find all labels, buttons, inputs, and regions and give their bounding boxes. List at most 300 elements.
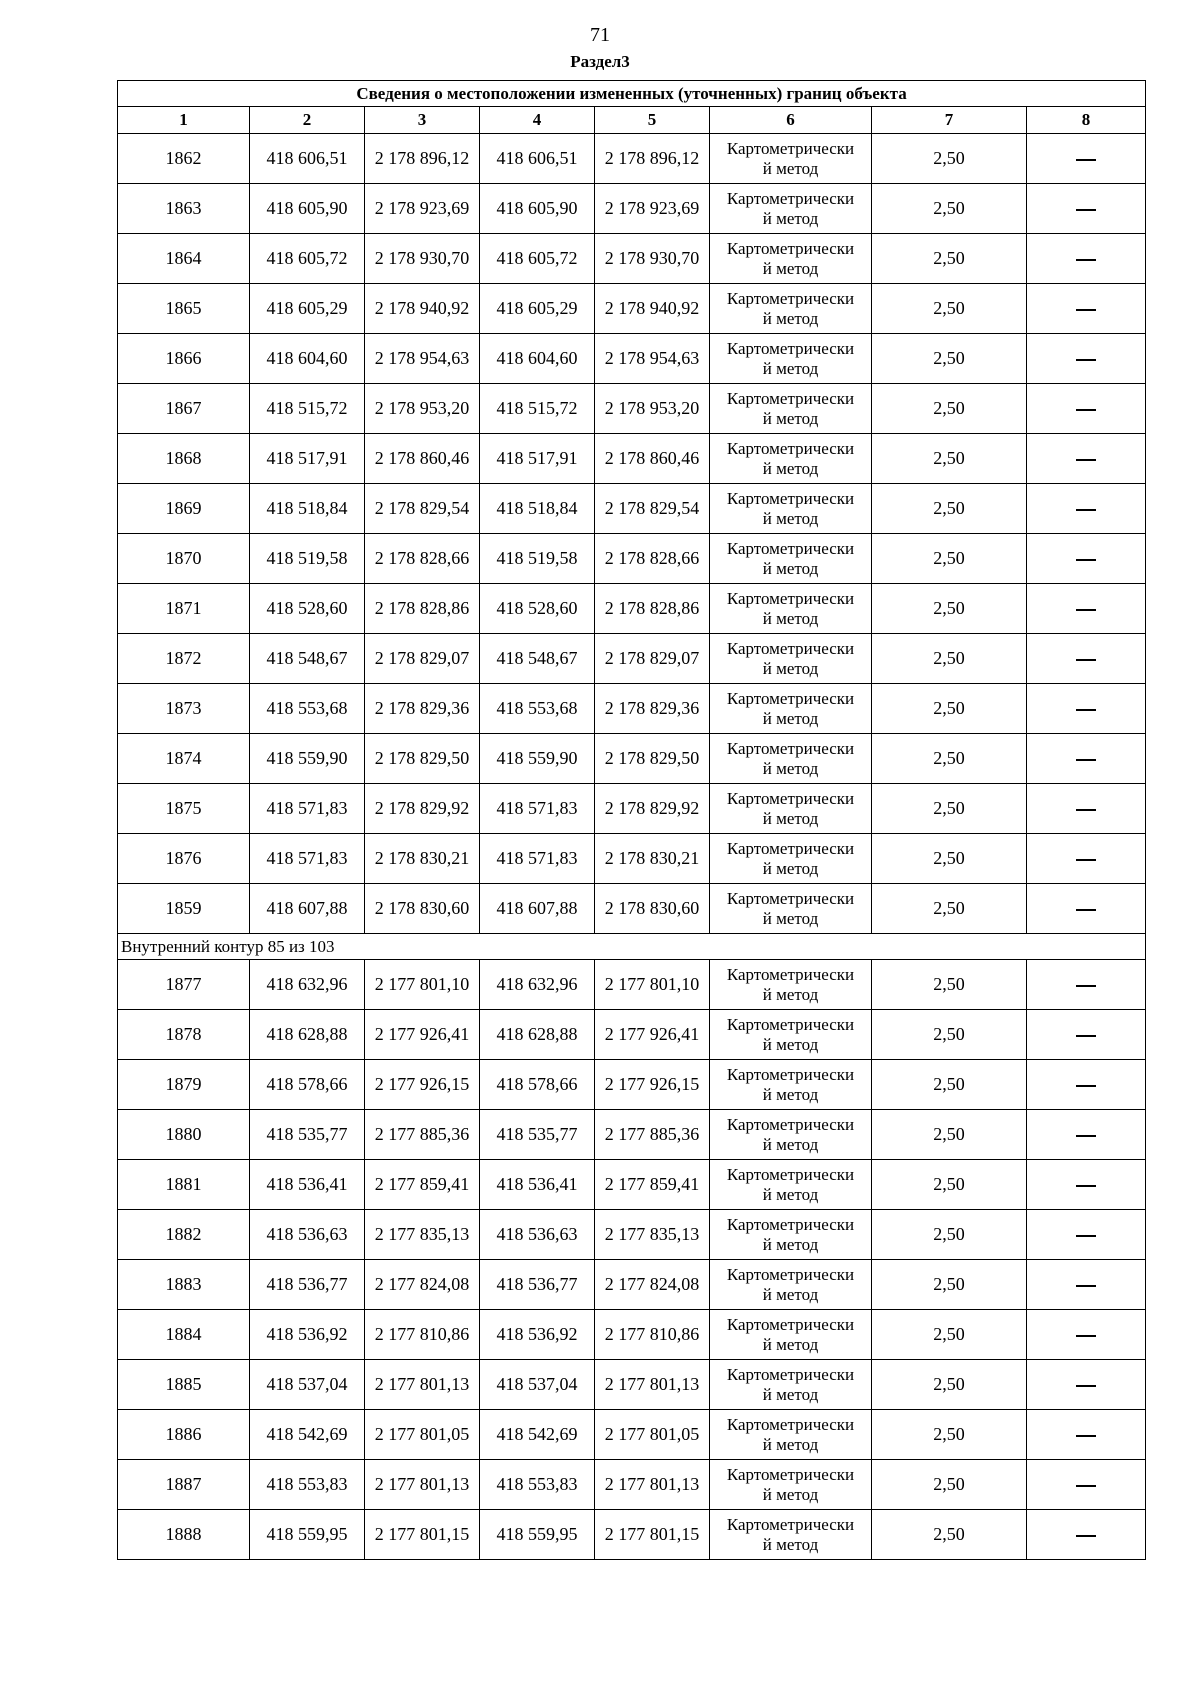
table-row (118, 784, 1146, 834)
x-coordinate-cell: 418 607,88 (250, 884, 365, 934)
method-line: й метод (762, 558, 819, 578)
dash-mark (1076, 1385, 1096, 1387)
y-coordinate-cell: 2 178 940,92 (365, 284, 480, 334)
table-row (118, 1210, 1146, 1260)
dash-mark (1076, 209, 1096, 211)
point-number-cell: 1859 (118, 884, 250, 934)
precision-cell: 2,50 (872, 1110, 1027, 1160)
y-coordinate-cell: 2 178 830,60 (365, 884, 480, 934)
contour-row (118, 934, 1146, 960)
y-coordinate-cell: 2 177 926,15 (365, 1060, 480, 1110)
method-line: Картометрически (726, 638, 855, 658)
x-coordinate-cell: 418 559,95 (250, 1510, 365, 1560)
point-number-cell: 1885 (118, 1360, 250, 1410)
x-coordinate-cell: 418 605,90 (480, 184, 595, 234)
point-number-cell: 1868 (118, 434, 250, 484)
empty-value-cell (1027, 784, 1146, 834)
y-coordinate-cell: 2 178 828,66 (365, 534, 480, 584)
dash-mark (1076, 309, 1096, 311)
point-number-cell: 1872 (118, 634, 250, 684)
precision-cell: 2,50 (872, 1260, 1027, 1310)
x-coordinate-cell: 418 536,92 (480, 1310, 595, 1360)
y-coordinate-cell: 2 177 801,13 (365, 1360, 480, 1410)
method-line: Картометрически (726, 1414, 855, 1434)
table-row (118, 1410, 1146, 1460)
dash-mark (1076, 359, 1096, 361)
dash-mark (1076, 259, 1096, 261)
precision-cell: 2,50 (872, 1160, 1027, 1210)
y-coordinate-cell: 2 177 859,41 (365, 1160, 480, 1210)
method-line: й метод (762, 258, 819, 278)
method-line: й метод (762, 984, 819, 1004)
y-coordinate-cell: 2 177 801,13 (595, 1360, 710, 1410)
method-line: Картометрически (726, 488, 855, 508)
y-coordinate-cell: 2 178 829,07 (595, 634, 710, 684)
method-cell (710, 1110, 872, 1160)
precision-cell: 2,50 (872, 960, 1027, 1010)
dash-mark (1076, 409, 1096, 411)
contour-label: Внутренний контур 85 из 103 (118, 934, 1146, 960)
x-coordinate-cell: 418 606,51 (250, 134, 365, 184)
method-cell (710, 1210, 872, 1260)
method-line: Картометрически (726, 964, 855, 984)
method-cell (710, 1010, 872, 1060)
dash-mark (1076, 1035, 1096, 1037)
method-line: й метод (762, 458, 819, 478)
dash-mark (1076, 1435, 1096, 1437)
precision-cell: 2,50 (872, 484, 1027, 534)
empty-value-cell (1027, 434, 1146, 484)
x-coordinate-cell: 418 542,69 (250, 1410, 365, 1460)
method-line: й метод (762, 308, 819, 328)
method-cell (710, 1160, 872, 1210)
empty-value-cell (1027, 884, 1146, 934)
method-cell (710, 734, 872, 784)
x-coordinate-cell: 418 537,04 (250, 1360, 365, 1410)
precision-cell: 2,50 (872, 1510, 1027, 1560)
method-cell (710, 960, 872, 1010)
point-number-cell: 1874 (118, 734, 250, 784)
empty-value-cell (1027, 834, 1146, 884)
precision-cell: 2,50 (872, 1410, 1027, 1460)
dash-mark (1076, 909, 1096, 911)
method-line: й метод (762, 708, 819, 728)
method-line: Картометрически (726, 1164, 855, 1184)
empty-value-cell (1027, 334, 1146, 384)
method-line: й метод (762, 1034, 819, 1054)
empty-value-cell (1027, 1210, 1146, 1260)
point-number-cell: 1871 (118, 584, 250, 634)
y-coordinate-cell: 2 178 829,50 (595, 734, 710, 784)
y-coordinate-cell: 2 178 923,69 (595, 184, 710, 234)
y-coordinate-cell: 2 177 926,41 (595, 1010, 710, 1060)
y-coordinate-cell: 2 177 824,08 (365, 1260, 480, 1310)
x-coordinate-cell: 418 536,77 (480, 1260, 595, 1310)
table-row (118, 1260, 1146, 1310)
y-coordinate-cell: 2 178 860,46 (595, 434, 710, 484)
precision-cell: 2,50 (872, 384, 1027, 434)
method-line: Картометрически (726, 1464, 855, 1484)
method-line: Картометрически (726, 338, 855, 358)
precision-cell: 2,50 (872, 284, 1027, 334)
dash-mark (1076, 1485, 1096, 1487)
point-number-cell: 1886 (118, 1410, 250, 1460)
method-line: Картометрически (726, 538, 855, 558)
precision-cell: 2,50 (872, 784, 1027, 834)
y-coordinate-cell: 2 178 953,20 (595, 384, 710, 434)
y-coordinate-cell: 2 177 801,13 (365, 1460, 480, 1510)
method-cell (710, 1060, 872, 1110)
precision-cell: 2,50 (872, 834, 1027, 884)
y-coordinate-cell: 2 178 829,07 (365, 634, 480, 684)
table-row (118, 584, 1146, 634)
method-cell (710, 834, 872, 884)
y-coordinate-cell: 2 178 830,21 (595, 834, 710, 884)
x-coordinate-cell: 418 605,72 (250, 234, 365, 284)
method-line: й метод (762, 858, 819, 878)
method-line: й метод (762, 1434, 819, 1454)
table-row (118, 1460, 1146, 1510)
x-coordinate-cell: 418 518,84 (480, 484, 595, 534)
method-line: Картометрически (726, 1114, 855, 1134)
point-number-cell: 1863 (118, 184, 250, 234)
empty-value-cell (1027, 1160, 1146, 1210)
x-coordinate-cell: 418 553,68 (250, 684, 365, 734)
method-line: Картометрически (726, 1514, 855, 1534)
method-cell (710, 1410, 872, 1460)
x-coordinate-cell: 418 628,88 (480, 1010, 595, 1060)
precision-cell: 2,50 (872, 634, 1027, 684)
method-line: Картометрически (726, 738, 855, 758)
method-line: Картометрически (726, 138, 855, 158)
precision-cell: 2,50 (872, 134, 1027, 184)
method-line: й метод (762, 608, 819, 628)
y-coordinate-cell: 2 177 885,36 (365, 1110, 480, 1160)
method-cell (710, 334, 872, 384)
dash-mark (1076, 159, 1096, 161)
table-row (118, 1310, 1146, 1360)
x-coordinate-cell: 418 605,72 (480, 234, 595, 284)
empty-value-cell (1027, 960, 1146, 1010)
y-coordinate-cell: 2 178 829,36 (595, 684, 710, 734)
x-coordinate-cell: 418 517,91 (250, 434, 365, 484)
x-coordinate-cell: 418 517,91 (480, 434, 595, 484)
empty-value-cell (1027, 484, 1146, 534)
method-line: й метод (762, 508, 819, 528)
y-coordinate-cell: 2 177 835,13 (365, 1210, 480, 1260)
y-coordinate-cell: 2 178 896,12 (365, 134, 480, 184)
method-line: й метод (762, 808, 819, 828)
method-line: й метод (762, 1484, 819, 1504)
coordinates-table (117, 80, 1146, 1560)
empty-value-cell (1027, 384, 1146, 434)
y-coordinate-cell: 2 178 829,50 (365, 734, 480, 784)
dash-mark (1076, 1535, 1096, 1537)
precision-cell: 2,50 (872, 1310, 1027, 1360)
x-coordinate-cell: 418 559,90 (480, 734, 595, 784)
point-number-cell: 1883 (118, 1260, 250, 1310)
method-line: й метод (762, 1384, 819, 1404)
dash-mark (1076, 1235, 1096, 1237)
column-header: 1 (118, 107, 250, 134)
dash-mark (1076, 859, 1096, 861)
y-coordinate-cell: 2 178 896,12 (595, 134, 710, 184)
method-line: й метод (762, 1184, 819, 1204)
x-coordinate-cell: 418 519,58 (480, 534, 595, 584)
y-coordinate-cell: 2 178 954,63 (595, 334, 710, 384)
method-line: Картометрически (726, 188, 855, 208)
method-line: Картометрически (726, 588, 855, 608)
x-coordinate-cell: 418 528,60 (480, 584, 595, 634)
point-number-cell: 1862 (118, 134, 250, 184)
x-coordinate-cell: 418 578,66 (480, 1060, 595, 1110)
column-header: 2 (250, 107, 365, 134)
method-cell (710, 484, 872, 534)
precision-cell: 2,50 (872, 234, 1027, 284)
x-coordinate-cell: 418 519,58 (250, 534, 365, 584)
x-coordinate-cell: 418 535,77 (480, 1110, 595, 1160)
empty-value-cell (1027, 284, 1146, 334)
method-cell (710, 534, 872, 584)
table-row (118, 684, 1146, 734)
method-line: Картометрически (726, 1214, 855, 1234)
table-row (118, 1360, 1146, 1410)
dash-mark (1076, 1135, 1096, 1137)
x-coordinate-cell: 418 571,83 (250, 784, 365, 834)
y-coordinate-cell: 2 177 810,86 (595, 1310, 710, 1360)
x-coordinate-cell: 418 606,51 (480, 134, 595, 184)
empty-value-cell (1027, 234, 1146, 284)
method-cell (710, 284, 872, 334)
table-row (118, 534, 1146, 584)
empty-value-cell (1027, 1360, 1146, 1410)
x-coordinate-cell: 418 528,60 (250, 584, 365, 634)
method-line: Картометрически (726, 788, 855, 808)
y-coordinate-cell: 2 177 801,05 (365, 1410, 480, 1460)
y-coordinate-cell: 2 178 828,86 (595, 584, 710, 634)
method-cell (710, 1310, 872, 1360)
empty-value-cell (1027, 134, 1146, 184)
x-coordinate-cell: 418 559,90 (250, 734, 365, 784)
y-coordinate-cell: 2 178 830,21 (365, 834, 480, 884)
x-coordinate-cell: 418 553,83 (250, 1460, 365, 1510)
y-coordinate-cell: 2 177 801,13 (595, 1460, 710, 1510)
dash-mark (1076, 509, 1096, 511)
y-coordinate-cell: 2 177 810,86 (365, 1310, 480, 1360)
y-coordinate-cell: 2 178 930,70 (595, 234, 710, 284)
x-coordinate-cell: 418 632,96 (250, 960, 365, 1010)
y-coordinate-cell: 2 177 835,13 (595, 1210, 710, 1260)
point-number-cell: 1876 (118, 834, 250, 884)
precision-cell: 2,50 (872, 1210, 1027, 1260)
y-coordinate-cell: 2 177 926,15 (595, 1060, 710, 1110)
x-coordinate-cell: 418 548,67 (480, 634, 595, 684)
x-coordinate-cell: 418 632,96 (480, 960, 595, 1010)
dash-mark (1076, 659, 1096, 661)
column-header: 5 (595, 107, 710, 134)
method-line: й метод (762, 158, 819, 178)
dash-mark (1076, 1185, 1096, 1187)
point-number-cell: 1880 (118, 1110, 250, 1160)
dash-mark (1076, 559, 1096, 561)
method-line: й метод (762, 758, 819, 778)
point-number-cell: 1866 (118, 334, 250, 384)
table-row (118, 1510, 1146, 1560)
method-line: Картометрически (726, 388, 855, 408)
dash-mark (1076, 759, 1096, 761)
table-row (118, 384, 1146, 434)
point-number-cell: 1884 (118, 1310, 250, 1360)
table-row (118, 634, 1146, 684)
table-row (118, 434, 1146, 484)
x-coordinate-cell: 418 536,63 (480, 1210, 595, 1260)
method-line: й метод (762, 908, 819, 928)
method-cell (710, 184, 872, 234)
method-cell (710, 384, 872, 434)
y-coordinate-cell: 2 178 923,69 (365, 184, 480, 234)
table-row (118, 1010, 1146, 1060)
y-coordinate-cell: 2 178 940,92 (595, 284, 710, 334)
y-coordinate-cell: 2 177 885,36 (595, 1110, 710, 1160)
x-coordinate-cell: 418 548,67 (250, 634, 365, 684)
method-line: Картометрически (726, 838, 855, 858)
point-number-cell: 1870 (118, 534, 250, 584)
table-row (118, 734, 1146, 784)
section-title: Раздел3 (570, 52, 630, 71)
dash-mark (1076, 985, 1096, 987)
dash-mark (1076, 1285, 1096, 1287)
method-line: й метод (762, 358, 819, 378)
column-header: 6 (710, 107, 872, 134)
dash-mark (1076, 459, 1096, 461)
precision-cell: 2,50 (872, 734, 1027, 784)
method-line: Картометрически (726, 1364, 855, 1384)
empty-value-cell (1027, 1060, 1146, 1110)
method-line: й метод (762, 658, 819, 678)
method-line: й метод (762, 1134, 819, 1154)
table-row (118, 284, 1146, 334)
method-cell (710, 434, 872, 484)
column-header: 4 (480, 107, 595, 134)
empty-value-cell (1027, 684, 1146, 734)
method-line: Картометрически (726, 1314, 855, 1334)
column-header-row (118, 107, 1146, 134)
x-coordinate-cell: 418 607,88 (480, 884, 595, 934)
method-line: Картометрически (726, 1264, 855, 1284)
y-coordinate-cell: 2 177 824,08 (595, 1260, 710, 1310)
x-coordinate-cell: 418 605,90 (250, 184, 365, 234)
x-coordinate-cell: 418 515,72 (250, 384, 365, 434)
method-cell (710, 1260, 872, 1310)
x-coordinate-cell: 418 578,66 (250, 1060, 365, 1110)
precision-cell: 2,50 (872, 534, 1027, 584)
method-cell (710, 134, 872, 184)
point-number-cell: 1882 (118, 1210, 250, 1260)
x-coordinate-cell: 418 559,95 (480, 1510, 595, 1560)
empty-value-cell (1027, 534, 1146, 584)
method-line: й метод (762, 1534, 819, 1554)
empty-value-cell (1027, 1010, 1146, 1060)
method-line: Картометрически (726, 688, 855, 708)
x-coordinate-cell: 418 536,92 (250, 1310, 365, 1360)
method-line: Картометрически (726, 238, 855, 258)
method-cell (710, 684, 872, 734)
y-coordinate-cell: 2 178 828,66 (595, 534, 710, 584)
y-coordinate-cell: 2 177 801,15 (595, 1510, 710, 1560)
dash-mark (1076, 709, 1096, 711)
precision-cell: 2,50 (872, 684, 1027, 734)
x-coordinate-cell: 418 515,72 (480, 384, 595, 434)
y-coordinate-cell: 2 177 926,41 (365, 1010, 480, 1060)
precision-cell: 2,50 (872, 584, 1027, 634)
dash-mark (1076, 1085, 1096, 1087)
table-row (118, 960, 1146, 1010)
point-number-cell: 1878 (118, 1010, 250, 1060)
table-row (118, 234, 1146, 284)
method-cell (710, 634, 872, 684)
x-coordinate-cell: 418 536,41 (250, 1160, 365, 1210)
y-coordinate-cell: 2 178 829,54 (365, 484, 480, 534)
table-row (118, 1160, 1146, 1210)
method-line: й метод (762, 1084, 819, 1104)
table-row (118, 884, 1146, 934)
method-cell (710, 584, 872, 634)
x-coordinate-cell: 418 605,29 (250, 284, 365, 334)
y-coordinate-cell: 2 178 828,86 (365, 584, 480, 634)
y-coordinate-cell: 2 177 801,10 (365, 960, 480, 1010)
method-cell (710, 884, 872, 934)
table-row (118, 1060, 1146, 1110)
column-header: 3 (365, 107, 480, 134)
precision-cell: 2,50 (872, 1360, 1027, 1410)
method-line: Картометрически (726, 438, 855, 458)
method-line: й метод (762, 1334, 819, 1354)
empty-value-cell (1027, 1510, 1146, 1560)
x-coordinate-cell: 418 518,84 (250, 484, 365, 534)
point-number-cell: 1875 (118, 784, 250, 834)
point-number-cell: 1864 (118, 234, 250, 284)
x-coordinate-cell: 418 571,83 (480, 834, 595, 884)
y-coordinate-cell: 2 177 801,05 (595, 1410, 710, 1460)
empty-value-cell (1027, 1310, 1146, 1360)
x-coordinate-cell: 418 571,83 (480, 784, 595, 834)
x-coordinate-cell: 418 535,77 (250, 1110, 365, 1160)
y-coordinate-cell: 2 177 801,15 (365, 1510, 480, 1560)
x-coordinate-cell: 418 536,63 (250, 1210, 365, 1260)
y-coordinate-cell: 2 178 953,20 (365, 384, 480, 434)
empty-value-cell (1027, 584, 1146, 634)
table-row (118, 184, 1146, 234)
method-line: Картометрически (726, 288, 855, 308)
y-coordinate-cell: 2 177 859,41 (595, 1160, 710, 1210)
empty-value-cell (1027, 634, 1146, 684)
empty-value-cell (1027, 1260, 1146, 1310)
point-number-cell: 1877 (118, 960, 250, 1010)
method-line: й метод (762, 408, 819, 428)
column-header: 8 (1027, 107, 1146, 134)
point-number-cell: 1867 (118, 384, 250, 434)
empty-value-cell (1027, 1110, 1146, 1160)
y-coordinate-cell: 2 178 860,46 (365, 434, 480, 484)
method-line: Картометрически (726, 888, 855, 908)
point-number-cell: 1881 (118, 1160, 250, 1210)
point-number-cell: 1865 (118, 284, 250, 334)
method-line: й метод (762, 1284, 819, 1304)
x-coordinate-cell: 418 553,68 (480, 684, 595, 734)
empty-value-cell (1027, 734, 1146, 784)
x-coordinate-cell: 418 536,77 (250, 1260, 365, 1310)
y-coordinate-cell: 2 178 954,63 (365, 334, 480, 384)
